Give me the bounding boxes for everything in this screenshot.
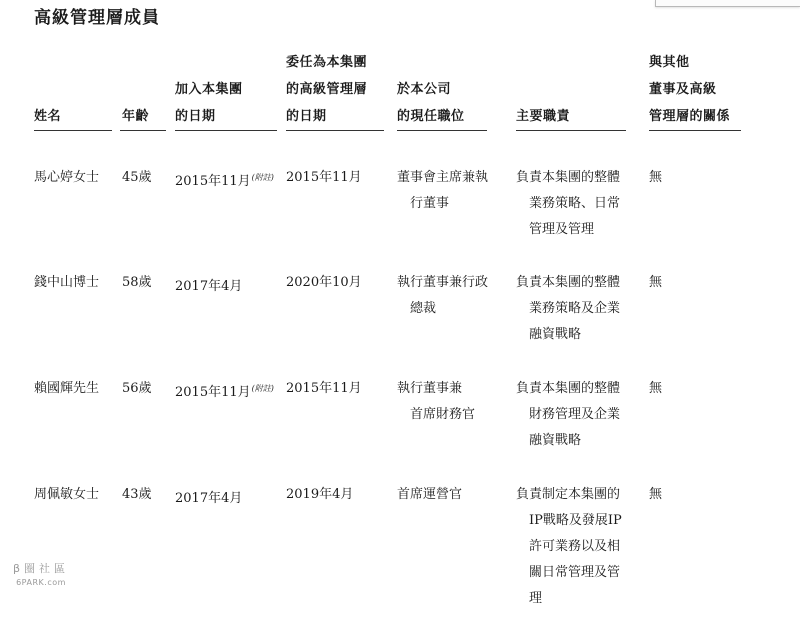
- relationship: 無: [649, 170, 663, 185]
- member-name: 賴國輝先生: [34, 381, 100, 396]
- main-duties: 負責制定本集團的 IP戰略及發展IP 許可業務以及相 關日常管理及管 理: [516, 487, 622, 606]
- member-name: 錢中山博士: [34, 275, 100, 290]
- relationship: 無: [649, 381, 663, 396]
- header-age: 年齡: [122, 109, 150, 124]
- current-position: 執行董事兼 首席財務官: [397, 381, 476, 422]
- current-position: 執行董事兼行政 總裁: [397, 275, 489, 316]
- appoint-date: 2020年10月: [286, 275, 362, 290]
- header-relationship: 與其他 董事及高級 管理層的關係: [649, 55, 731, 124]
- main-duties: 負責本集團的整體 業務策略及企業 融資戰略: [516, 275, 621, 342]
- note-marker: (附註): [251, 384, 274, 393]
- header-underline: [286, 130, 384, 131]
- site-watermark: [6, 562, 76, 590]
- header-underline: [120, 130, 166, 131]
- header-underline: [649, 130, 741, 131]
- member-age: 56歲: [122, 381, 152, 396]
- member-age: 43歲: [122, 487, 152, 502]
- section-title: 高級管理層成員: [34, 8, 160, 28]
- member-name: 馬心婷女士: [34, 170, 100, 185]
- member-age: 58歲: [122, 275, 152, 290]
- header-underline: [34, 130, 112, 131]
- watermark-cn: β圈社區: [12, 562, 70, 575]
- appoint-date: 2015年11月: [286, 170, 362, 185]
- main-duties: 負責本集團的整體 財務管理及企業 融資戰略: [516, 381, 621, 448]
- watermark-en: 6PARK.com: [16, 578, 66, 587]
- relationship: 無: [649, 487, 663, 502]
- relationship: 無: [649, 275, 663, 290]
- header-appoint-date: 委任為本集團 的高級管理層 的日期: [286, 55, 368, 124]
- member-name: 周佩敏女士: [34, 487, 100, 502]
- header-underline: [516, 130, 626, 131]
- header-join-date: 加入本集團 的日期: [175, 82, 243, 124]
- header-duties: 主要職責: [516, 109, 571, 124]
- appoint-date: 2019年4月: [286, 487, 354, 502]
- join-date: 2015年11月$^{(附註)}$: [175, 384, 274, 400]
- header-name: 姓名: [34, 109, 62, 124]
- appoint-date: 2015年11月: [286, 381, 362, 396]
- main-duties: 負責本集團的整體 業務策略、日常 管理及管理: [516, 170, 621, 237]
- member-age: 45歲: [122, 170, 152, 185]
- current-position: 董事會主席兼執 行董事: [397, 170, 489, 211]
- current-position: 首席運營官: [397, 487, 463, 502]
- join-date: 2017年4月: [175, 491, 243, 506]
- join-date: 2017年4月: [175, 279, 243, 294]
- join-date: 2015年11月$^{(附註)}$: [175, 173, 274, 189]
- header-underline: [175, 130, 277, 131]
- header-position: 於本公司 的現任職位: [397, 82, 465, 124]
- note-marker: (附註): [251, 173, 274, 182]
- header-underline: [397, 130, 487, 131]
- window-corner-frame: [655, 0, 800, 7]
